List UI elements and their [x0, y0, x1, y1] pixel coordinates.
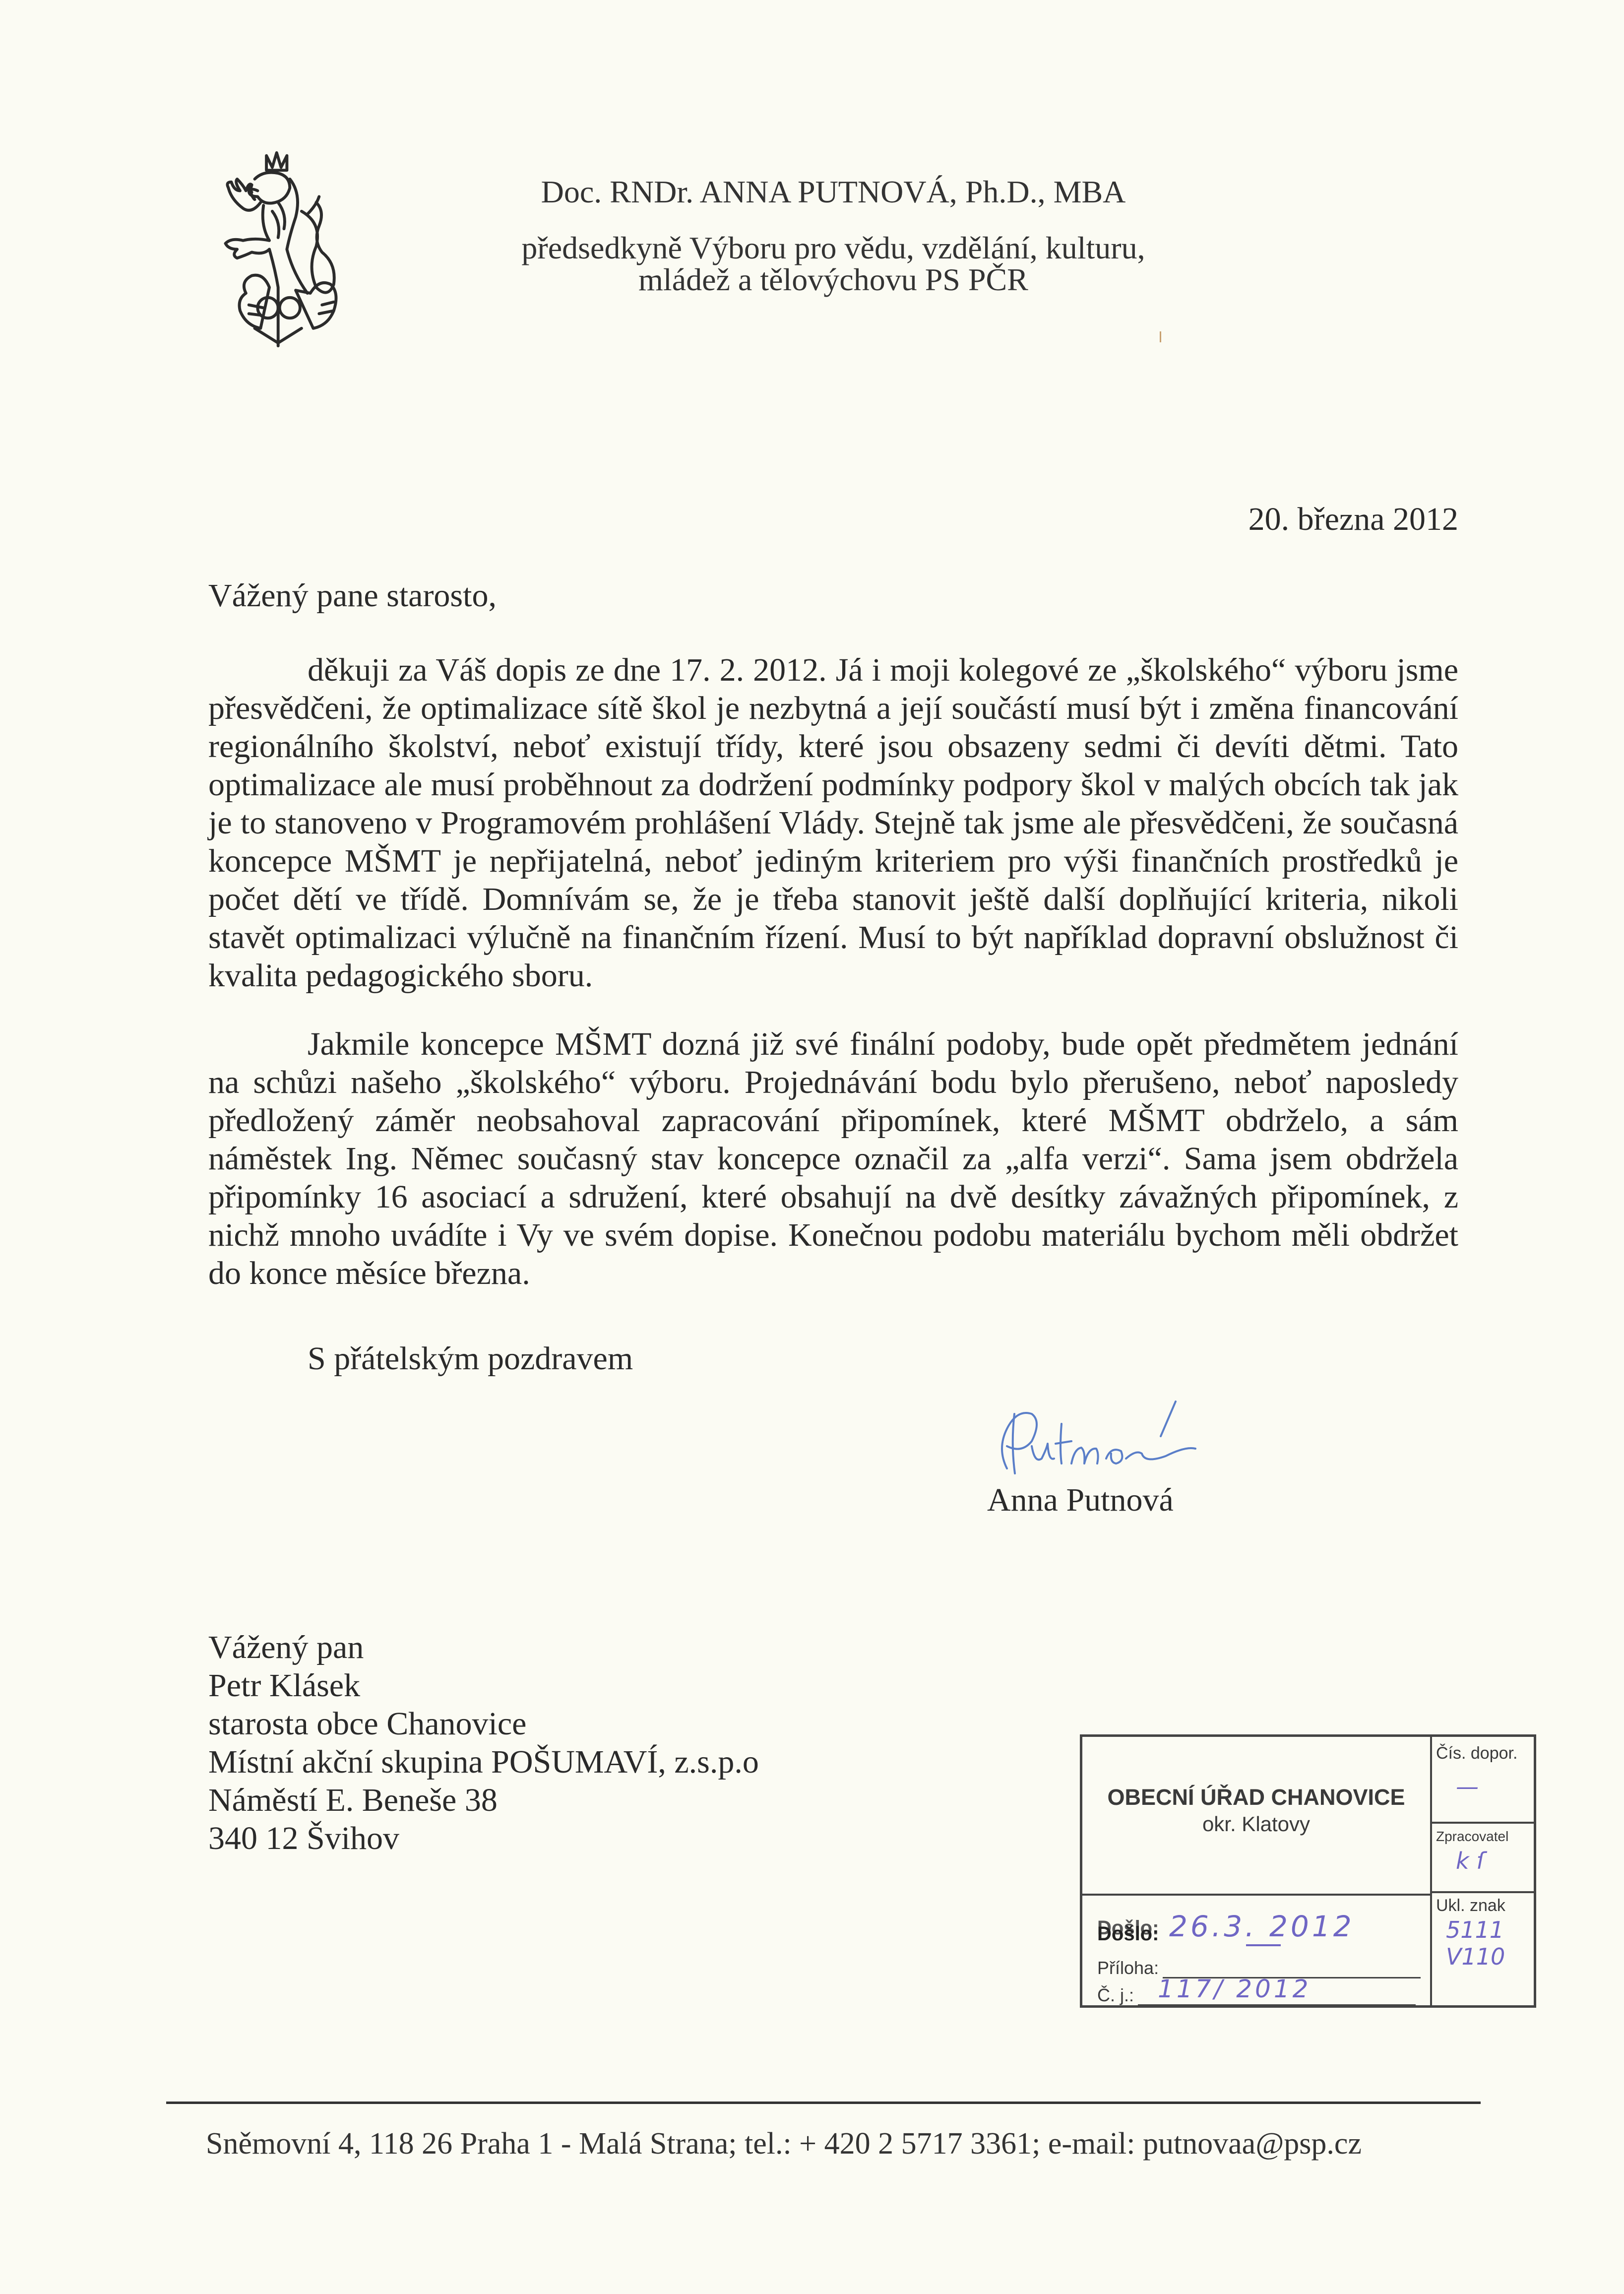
closing: S přátelským pozdravem [308, 1340, 633, 1377]
footer-contact: Sněmovní 4, 118 26 Praha 1 - Malá Strana; tel.: + 420 2 5717 3361; e-mail: putnovaa@psp.cz [206, 2127, 1362, 2161]
stamp-ref-line [1138, 1975, 1416, 2006]
stamp-file-code-value-2: V110 [1446, 1943, 1505, 1970]
stamp-file-code-cell [1432, 1893, 1534, 2005]
stamp-main-section [1082, 1737, 1432, 2005]
recipient-line: starosta obce Chanovice [208, 1706, 527, 1742]
recipient-address [208, 1628, 759, 1857]
stamp-registered-cell [1432, 1737, 1534, 1824]
czech-lion-icon [211, 146, 357, 352]
stamp-side-column [1432, 1737, 1534, 2005]
letterhead-position-line1: předsedkyně Výboru pro vědu, vzdělání, kulturu, [521, 230, 1145, 265]
letterhead-position-line2: mládež a tělovýchovu PS PČR [638, 262, 1028, 297]
stamp-ref-value: 117/ 2012 [1158, 1975, 1312, 2003]
recipient-line: Petr Klásek [208, 1667, 361, 1704]
salutation: Vážený pane starosto, [208, 577, 497, 614]
stamp-file-code-value-1: 5111 [1446, 1916, 1504, 1943]
letterhead-position [476, 232, 1190, 296]
letterhead-name: Doc. RNDr. ANNA PUTNOVÁ, Ph.D., MBA [541, 174, 1126, 209]
stamp-office-name: OBECNÍ ÚŘAD CHANOVICE [1107, 1784, 1405, 1810]
body-paragraph-2: Jakmile koncepce MŠMT dozná již své finální podoby, bude opět předmětem jednání na schůzi našeho „školského“ výboru. Projednávání bodu bylo přerušeno, neboť naposledy předložený záměr neobsahoval zapracování připomínek, které MŠMT obdrželo, a sám náměstek Ing. Němec současný stav koncepce označil za „alfa verzi“. Sama jsem obdržela připomínky 16 asociací a sdružení, které obsahují na dvě desítky závažných připomínek, z nichž mnoho uvádíte i Vy ve svém dopise. Konečnou podobu materiálu bychom měli obdržet do konce měsíce března. [208, 1026, 1458, 1291]
stamp-received-date: 26.3. 2012 [1169, 1910, 1355, 1943]
stamp-registered-value: — [1456, 1773, 1479, 1800]
stamp-attachment-dash [1246, 1944, 1281, 1946]
registry-stamp [1080, 1734, 1536, 2008]
stamp-processor-value: k ſ [1456, 1848, 1485, 1874]
stamp-office-header [1082, 1737, 1430, 1896]
stamp-ref-label: Č. j.: [1097, 1985, 1134, 2005]
body-paragraph-1: děkuji za Váš dopis ze dne 17. 2. 2012. Já i moji kolegové ze „školského“ výboru jsme přesvědčeni, že optimalizace sítě škol je nezbytná a její součástí musí být i změna financování regionálního školství, neboť existují třídy, které jsou obsazeny sedmi či devíti dětmi. Tato optimalizace ale musí proběhnout za dodržení podmínky podpory škol v malých obcích tak jak je to stanoveno v Programovém prohlášení Vlády. Stejně tak jsme ale přesvědčeni, že současná koncepce MŠMT je nepřijatelná, neboť jediným kriteriem pro výši finančních prostředků je počet dětí ve třídě. Domnívám se, že je třeba stanovit ještě další doplňující kriteria, nikoli stavět optimalizaci výlučně na finančním řízení. Musí to být například dopravní obslužnost či kvalita pedagogického sboru. [208, 652, 1458, 994]
stamp-file-code-label: Ukl. znak [1436, 1896, 1505, 1915]
recipient-line: Náměstí E. Beneše 38 [208, 1782, 498, 1818]
stamp-registered-label: Čís. dopor. [1436, 1744, 1518, 1763]
stamp-received-label: Došlo: [1097, 1923, 1159, 1945]
handwritten-signature [987, 1394, 1215, 1483]
signer-name: Anna Putnová [987, 1482, 1174, 1518]
stamp-ref-row [1097, 1975, 1416, 2006]
stamp-processor-cell [1432, 1824, 1534, 1893]
footer-divider [166, 2102, 1481, 2104]
stamp-district: okr. Klatovy [1202, 1812, 1311, 1836]
letter-date: 20. března 2012 [1248, 501, 1458, 537]
recipient-line: 340 12 Švihov [208, 1820, 400, 1856]
recipient-line: Místní akční skupina POŠUMAVÍ, z.s.p.o [208, 1744, 759, 1780]
recipient-line: Vážený pan [208, 1629, 364, 1665]
paper-speck [1160, 331, 1161, 342]
stamp-attachment-label: Příloha: [1097, 1958, 1159, 1978]
stamp-processor-label: Zpracovatel [1436, 1829, 1509, 1844]
